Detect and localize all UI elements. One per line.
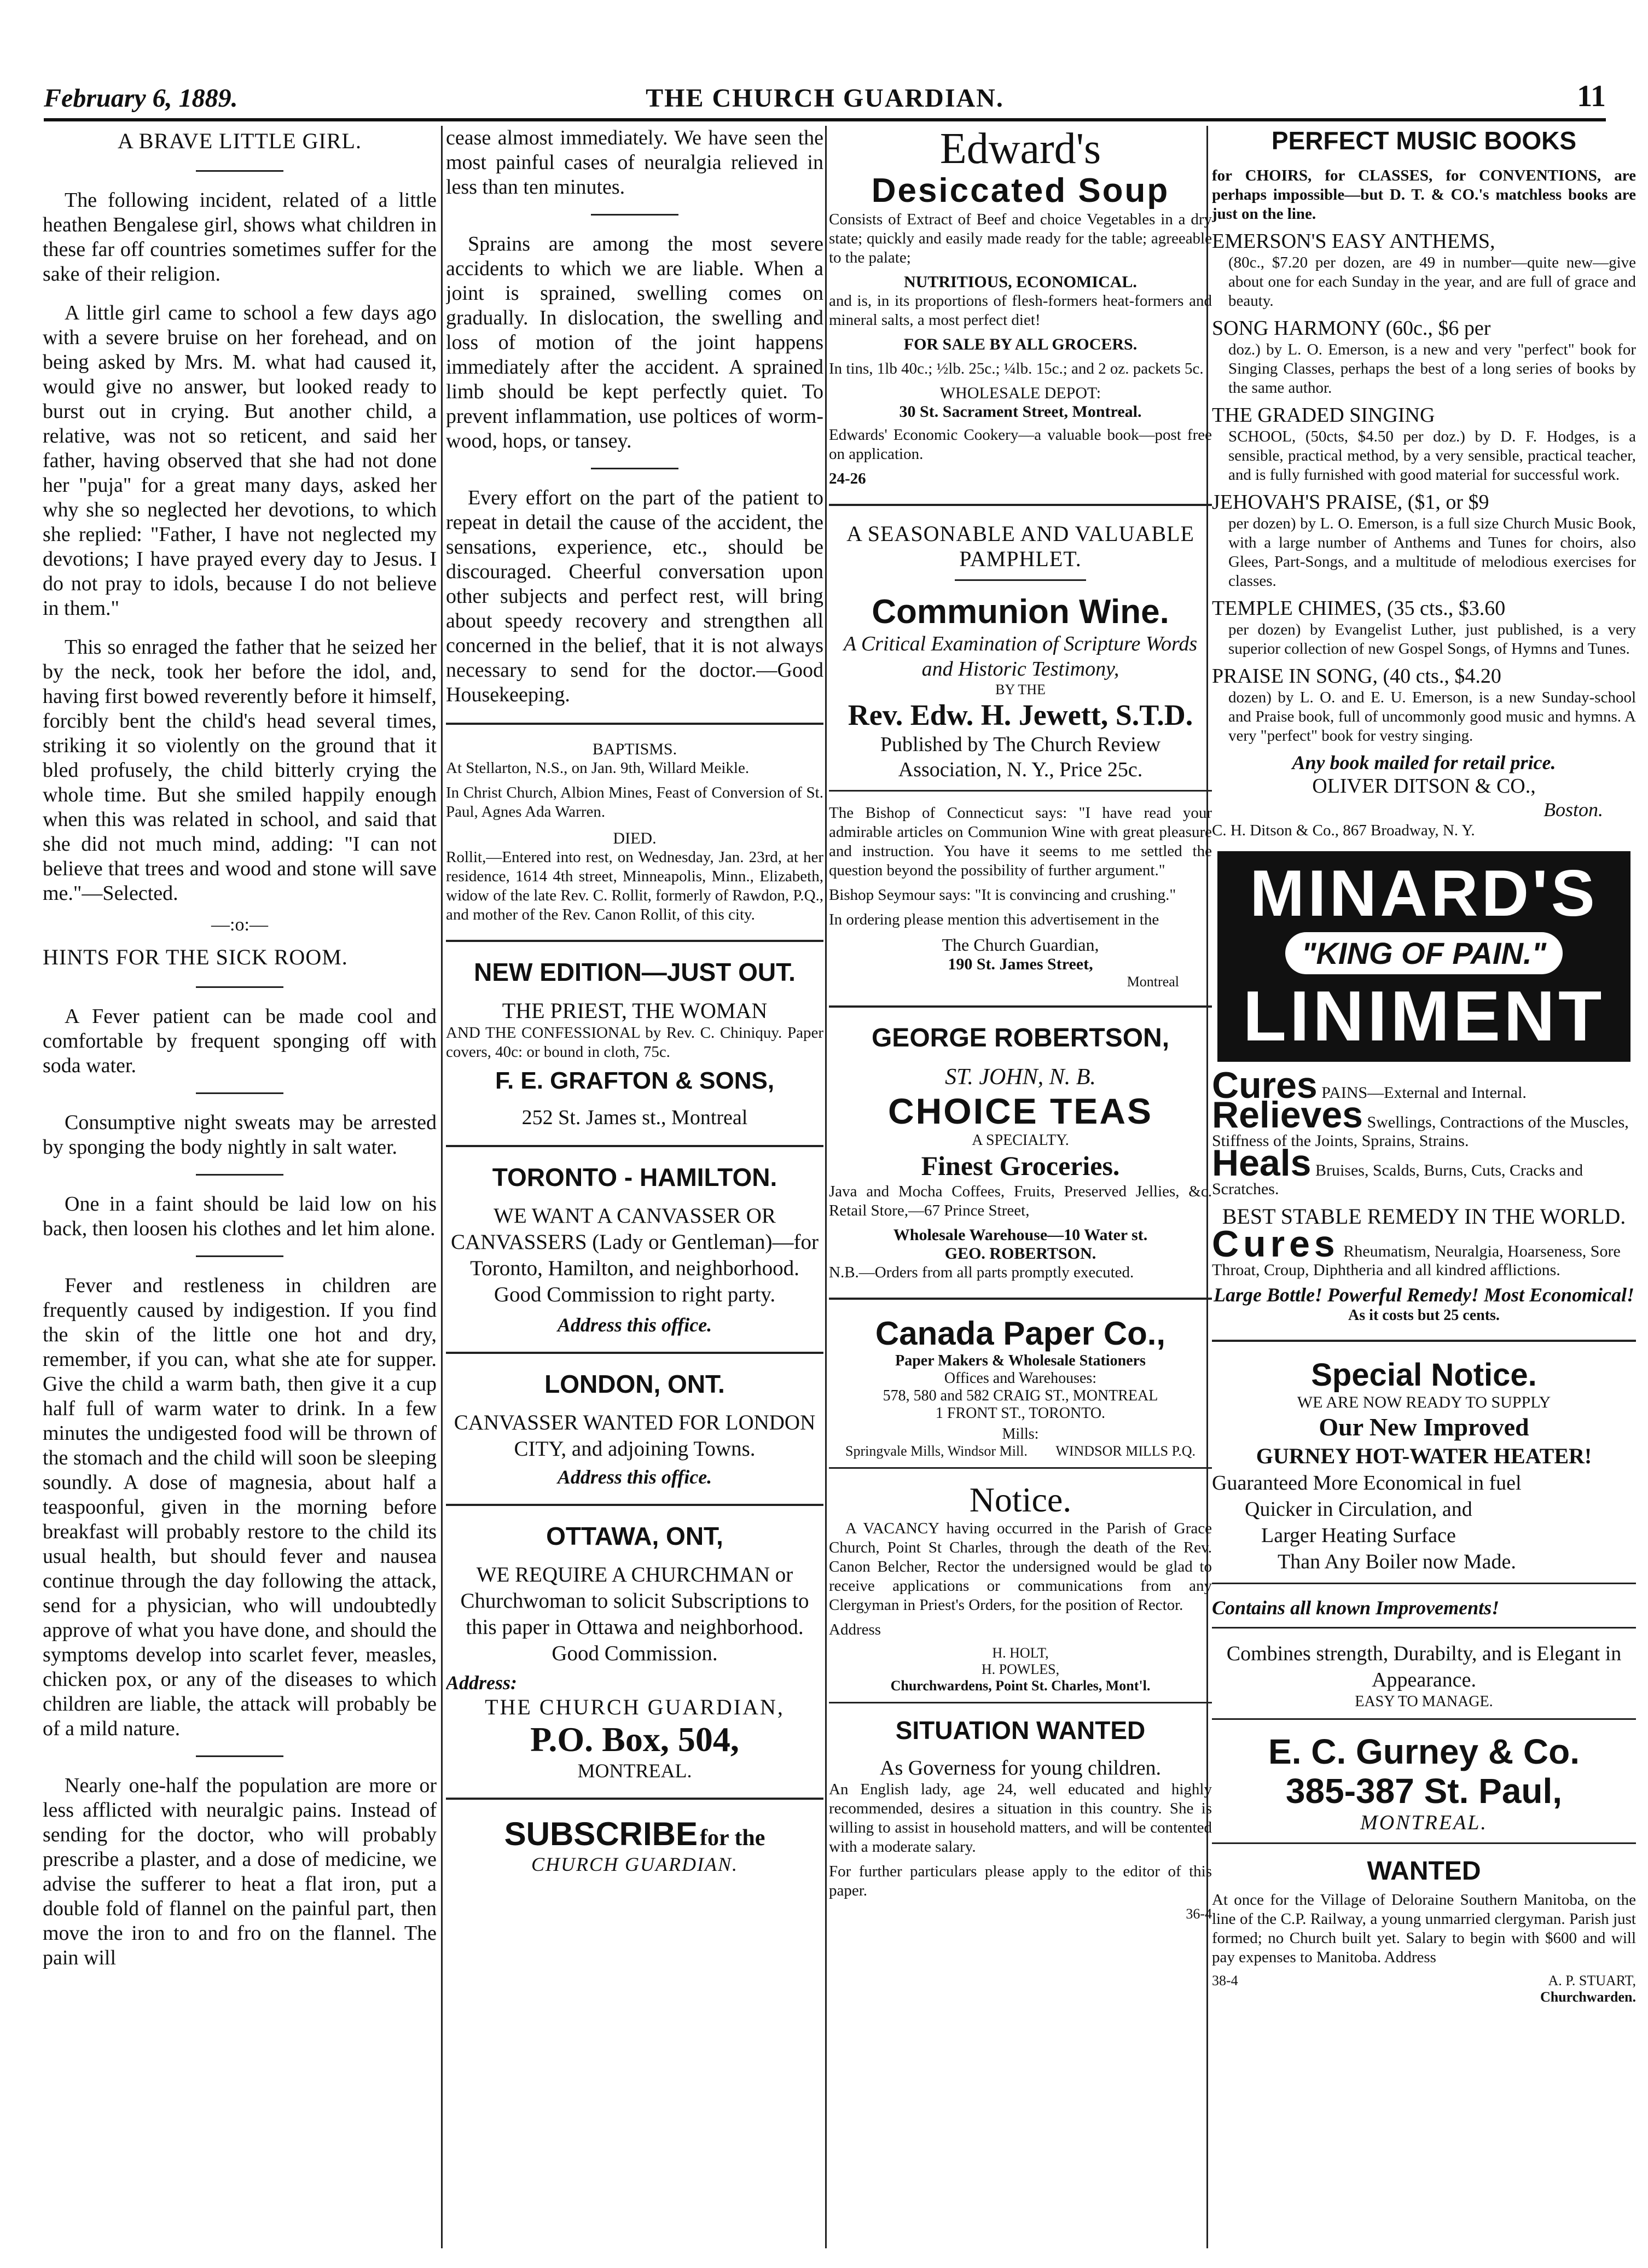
- minards-liniment-banner: [1217, 851, 1630, 1062]
- ad-keyword: Relieves: [1212, 1094, 1363, 1136]
- ad-text: Any book mailed for retail price.: [1292, 752, 1556, 774]
- publisher-name: F. E. GRAFTON & SONS,: [495, 1067, 775, 1094]
- column-divider: [825, 126, 827, 2248]
- ad-city: ST. JOHN, N. B.: [945, 1065, 1096, 1090]
- hint-paragraph: Nearly one-half the population are more or less afflicted with neuralgic pains. Instead of sending for the doctor, who will probably prescribe a plaster, and a dose of medicine, we advise the sufferer to heat a flat iron, put a double fold of flannel on the painful part, then move the iron to and fro on the flannel. The pain will: [43, 1774, 437, 1969]
- ad-address-label: Address:: [446, 1672, 518, 1694]
- section-divider: —:o:—: [211, 915, 268, 935]
- ad-text: In ordering please mention this advertisement in the: [829, 911, 1159, 928]
- ad-text: Mills:: [1002, 1426, 1039, 1443]
- ad-sign: A. P. STUART,: [1548, 1973, 1636, 1988]
- ad-product: GURNEY HOT-WATER HEATER!: [1256, 1444, 1592, 1468]
- company-name: E. C. Gurney & Co.: [1268, 1732, 1580, 1771]
- subscribe-paper: CHURCH GUARDIAN.: [531, 1853, 738, 1875]
- ad-text: Offices and Warehouses:: [944, 1370, 1097, 1387]
- ad-text: A SPECIALTY.: [972, 1132, 1069, 1149]
- ad-title: Canada Paper Co.,: [875, 1315, 1166, 1352]
- ad-subtitle: As Governess for young children.: [880, 1757, 1161, 1779]
- ad-text: WHOLESALE DEPOT:: [939, 384, 1101, 402]
- ad-title: Finest Groceries.: [921, 1150, 1120, 1181]
- ad-text: AND THE CONFESSIONAL by Rev. C. Chiniquy. Paper covers, 40c: or bound in cloth, 75c.: [446, 1024, 823, 1061]
- ad-heading: GEORGE ROBERTSON,: [871, 1023, 1170, 1052]
- ad-heading: NEW EDITION—JUST OUT.: [474, 958, 796, 986]
- ad-text: Than Any Boiler now Made.: [1278, 1550, 1516, 1573]
- ad-address: 30 St. Sacrament Street, Montreal.: [899, 403, 1142, 421]
- page-number: 11: [1577, 79, 1606, 113]
- book-title: TEMPLE CHIMES, (35 cts., $3.60: [1212, 597, 1506, 620]
- divider: [196, 1755, 283, 1757]
- baptism-notice: At Stellarton, N.S., on Jan. 9th, Willard Meikle.: [446, 759, 750, 777]
- divider: [1212, 1718, 1636, 1720]
- ad-text: WE ARE NOW READY TO SUPPLY: [1297, 1393, 1551, 1411]
- divider: [446, 723, 823, 725]
- banner-slogan: "KING OF PAIN.": [1285, 932, 1563, 974]
- article-paragraph: cease almost immediately. We have seen the most painful cases of neuralgia relieved in less than ten minutes.: [446, 126, 823, 199]
- ad-text: THE PRIEST, THE WOMAN: [502, 998, 768, 1023]
- ad-heading: PERFECT MUSIC BOOKS: [1271, 126, 1577, 155]
- divider: [1212, 1627, 1636, 1629]
- ad-text: At once for the Village of Deloraine Southern Manitoba, on the line of the C.P. Railway, a young unmarried clergyman. Parish just formed; no Church built yet. Salary to begin with $600 and will pay expenses to Manitoba. Address: [1212, 1891, 1636, 1966]
- ad-sign: Churchwarden.: [1540, 1989, 1636, 2005]
- ad-text: PAINS—External and Internal.: [1321, 1084, 1527, 1102]
- ad-subtitle: Our New Improved: [1319, 1413, 1529, 1441]
- notice-title: Notice.: [969, 1480, 1072, 1519]
- book-title: THE GRADED SINGING: [1212, 404, 1435, 427]
- ad-text: Larger Heating Surface: [1261, 1524, 1456, 1547]
- page-header: [44, 79, 1606, 121]
- ad-title: Communion Wine.: [872, 593, 1169, 631]
- hint-paragraph: Consumptive night sweats may be arrested by sponging the body nightly in salt water.: [43, 1111, 437, 1159]
- notice-signature: H. POWLES,: [981, 1661, 1060, 1677]
- divider: [829, 504, 1212, 506]
- hint-paragraph: Fever and restleness in children are frequently caused by indigestion. If you find the skin of the little one hot and dry, remember, if you can, what she ate for supper. Give the child a warm bath, then give it a cup half full of warm water to drink. In a few minutes the undigested food will be thrown of the stomach and the child will soon be sleeping soundly. A dose of magnesia, about half a teaspoonful, given in the morning before breakfast will probably restore to the child its usual health, but should fever and nausea continue through the day following the attack, send for a physician, who will undoubtedly approve of what you have done, and should the symptoms develop into scarlet fever, measles, chicken pox, or any of the diseases to which children are liable, the attack will probably be of a mild nature.: [43, 1274, 437, 1740]
- ad-text: An English lady, age 24, well educated and highly recommended, desires a situation in this country. She is willing to assist in household matters, and will be contented with a moderate salary.: [829, 1781, 1212, 1856]
- article-title: A BRAVE LITTLE GIRL.: [118, 129, 362, 153]
- ad-sign: GEO. ROBERTSON.: [944, 1245, 1096, 1263]
- baptisms-heading: BAPTISMS.: [592, 740, 677, 758]
- ad-text: Quicker in Circulation, and: [1245, 1498, 1472, 1521]
- issue-date: February 6, 1889.: [44, 84, 238, 113]
- ad-text: Bruises, Scalds, Burns, Cuts, Cracks and Scratches.: [1212, 1161, 1583, 1198]
- divider: [829, 1702, 1212, 1703]
- ad-address: 1 FRONT ST., TORONTO.: [935, 1405, 1106, 1422]
- company-address: 385-387 St. Paul,: [1285, 1771, 1563, 1811]
- ad-text: FOR SALE BY ALL GROCERS.: [903, 335, 1138, 353]
- ad-address: Address this office.: [557, 1314, 712, 1336]
- divider: [1212, 1340, 1636, 1342]
- divider: [955, 579, 1086, 581]
- banner-product: LINIMENT: [1243, 976, 1605, 1056]
- ad-heading: SITUATION WANTED: [895, 1716, 1146, 1744]
- article-paragraph: A little girl came to school a few days ago with a severe bruise on her forehead, and on being asked by Mrs. M. what had caused it, would give no answer, but looked ready to burst out in crying. But another child, a relative, was not so reticent, and said her father, having observed that she had not done her "puja" for a great many days, asked her why she so neglected her devotions, to which she replied: "Father, I have not neglected my devotions; I have prayed every day to Jesus. I do not pray to idols, because I do not believe in them.": [43, 301, 437, 620]
- publisher-address: C. H. Ditson & Co., 867 Broadway, N. Y.: [1212, 822, 1475, 839]
- ad-quote: Bishop Seymour says: "It is convincing and crushing.": [829, 886, 1176, 904]
- ad-text: Edwards' Economic Cookery—a valuable book—post free on application.: [829, 426, 1212, 463]
- divider: [1212, 1583, 1636, 1584]
- ad-paper-name: THE CHURCH GUARDIAN,: [485, 1695, 785, 1719]
- divider: [829, 1298, 1212, 1300]
- ad-subtitle: A Critical Examination of Scripture Words and Historic Testimony,: [843, 632, 1198, 681]
- ad-text: N.B.—Orders from all parts promptly executed.: [829, 1264, 1134, 1281]
- ad-heading: A SEASONABLE AND VALUABLE PAMPHLET.: [846, 521, 1194, 571]
- publisher-name: OLIVER DITSON & CO.,: [1312, 775, 1536, 798]
- ad-heading: LONDON, ONT.: [544, 1370, 725, 1398]
- divider: [196, 170, 283, 172]
- ad-heading: OTTAWA, ONT,: [546, 1522, 723, 1550]
- column-divider: [441, 126, 443, 2248]
- ad-text: EASY TO MANAGE.: [1355, 1693, 1493, 1710]
- book-desc: per dozen) by Evangelist Luther, just published, is a very superior collection of new Gospel Songs, of Hymns and Tunes.: [1228, 621, 1636, 658]
- ad-text: Swellings, Contractions of the Muscles, Stiffness of the Joints, Sprains, Strains.: [1212, 1113, 1629, 1150]
- subscribe-heading: SUBSCRIBE: [504, 1816, 698, 1852]
- ad-text: For further particulars please apply to the editor of this paper.: [829, 1863, 1212, 1899]
- ad-heading: TORONTO - HAMILTON.: [492, 1163, 777, 1191]
- column-1: [43, 126, 437, 2248]
- book-desc: doz.) by L. O. Emerson, is a new and very "perfect" book for Singing Classes, perhaps the best of a long series of books by the same author.: [1228, 341, 1636, 397]
- ad-paper-name: The Church Guardian,: [942, 935, 1099, 955]
- ad-text: WE WANT A CANVASSER OR CANVASSERS (Lady or Gentleman)—for Toronto, Hamilton, and neighborhood. Good Commission to right party.: [451, 1204, 819, 1306]
- book-desc: (80c., $7.20 per dozen, are 49 in number—quite new—give about one for each Sunday in the year, and are full of grace and beauty.: [1228, 254, 1636, 310]
- book-title: JEHOVAH'S PRAISE, ($1, or $9: [1212, 491, 1489, 514]
- ad-text: Combines strength, Durabilty, and is Elegant in Appearance.: [1226, 1642, 1622, 1691]
- ad-number: 38-4: [1212, 1973, 1238, 1988]
- banner-brand: MINARD'S: [1250, 857, 1598, 930]
- book-title: PRAISE IN SONG, (40 cts., $4.20: [1212, 665, 1501, 688]
- ad-title: CHOICE TEAS: [887, 1091, 1153, 1131]
- divider: [196, 986, 283, 988]
- ad-text: Published by The Church Review Association, N. Y., Price 25c.: [880, 733, 1161, 781]
- divider: [446, 1798, 823, 1800]
- divider: [829, 790, 1212, 792]
- death-notice: Rollit,—Entered into rest, on Wednesday, Jan. 23rd, at her residence, 1614 4th street, Minneapolis, Minn., Elizabeth, widow of the late Rev. C. Rollit, formerly of Rawdon, P.Q., and mother of the Rev. Canon Rollit, of this city.: [446, 848, 823, 923]
- ad-keyword: Cures: [1212, 1065, 1318, 1106]
- divider: [196, 1174, 283, 1176]
- ad-address: Address this office.: [557, 1466, 712, 1488]
- column-2: [446, 126, 823, 2248]
- ad-number: 24-26: [829, 470, 866, 487]
- ad-slogan: BEST STABLE REMEDY IN THE WORLD.: [1222, 1204, 1626, 1229]
- divider: [196, 1092, 283, 1094]
- ad-text: CANVASSER WANTED FOR LONDON CITY, and adjoining Towns.: [454, 1411, 816, 1461]
- died-heading: DIED.: [613, 829, 657, 847]
- mill-name: Springvale Mills, Windsor Mill.: [845, 1443, 1028, 1459]
- notice-signature: H. HOLT,: [992, 1645, 1049, 1661]
- divider: [446, 1145, 823, 1147]
- divider: [446, 940, 823, 942]
- article-title: HINTS FOR THE SICK ROOM.: [43, 945, 348, 969]
- notice-text: A VACANCY having occurred in the Parish of Grace Church, Point St Charles, through the death of the Rev. Canon Belcher, Rector the undersigned would be glad to receive applications or communications from any Clergyman in Priest's Orders, for the position of Rector.: [829, 1520, 1212, 1614]
- ad-text: Contains all known Improvements!: [1212, 1597, 1500, 1619]
- notice-address: Address: [829, 1621, 881, 1638]
- column-4: [1212, 126, 1636, 2248]
- company-city: MONTREAL.: [1360, 1811, 1488, 1834]
- article-paragraph: The following incident, related of a little heathen Bengalese girl, shows what children in these far off countries sometimes suffer for the sake of their religion.: [43, 189, 437, 286]
- ad-city: MONTREAL.: [577, 1760, 692, 1782]
- ad-quote: The Bishop of Connecticut says: "I have read your admirable articles on Communion Wine with great pleasure and instruction. You have it seems to me settled the question beyond the possibility of further argument.": [829, 804, 1212, 879]
- ad-slogan: Large Bottle! Powerful Remedy! Most Economical!: [1214, 1284, 1634, 1306]
- article-paragraph: This so enraged the father that he seized her by the neck, took her before the idol, and, having first bowed reverently before it himself, forcibly bent the child's head several times, striking it so violently on the ground that it bled profusely, the child bitterly crying the whole time. But she smiled happily enough when this was related in school, and said that she did not much mind, adding: "I can not believe that trees and wood and stone will save me."—Selected.: [43, 636, 437, 905]
- ad-keyword: Heals: [1212, 1142, 1312, 1184]
- divider: [446, 1352, 823, 1354]
- publisher-city: Boston.: [1543, 799, 1603, 821]
- ad-number: 36-4: [1186, 1906, 1212, 1922]
- book-title: EMERSON'S EASY ANTHEMS,: [1212, 230, 1495, 253]
- ad-by: BY THE: [995, 682, 1046, 697]
- ad-text: and is, in its proportions of flesh-formers heat-formers and mineral salts, a most perfect diet!: [829, 292, 1212, 329]
- ad-heading: WANTED: [1367, 1857, 1481, 1886]
- column-3: [829, 126, 1212, 2248]
- ad-price: As it costs but 25 cents.: [1348, 1307, 1500, 1324]
- ad-author: Rev. Edw. H. Jewett, S.T.D.: [848, 699, 1193, 731]
- article-paragraph: Sprains are among the most severe accidents to which we are liable. When a joint is sprained, swelling comes on gradually. In dislocation, the swelling and loss of motion of the joint happens immediately after the accident. A sprained limb should be kept perfectly quiet. To prevent inflammation, use poltices of worm-wood, hops, or tansey.: [446, 232, 823, 452]
- ad-title: Desiccated Soup: [871, 172, 1170, 210]
- ad-text: In tins, 1lb 40c.; ½lb. 25c.; ¼lb. 15c.; and 2 oz. packets 5c.: [829, 360, 1204, 377]
- book-desc: per dozen) by L. O. Emerson, is a full size Church Music Book, with a large number of Anthems and Tunes for choirs, also Glees, Part-Songs, and a multitude of melodious exercises for classes.: [1228, 515, 1636, 590]
- ad-title: Edward's: [939, 126, 1101, 173]
- article-paragraph: Every effort on the part of the patient to repeat in detail the cause of the accident, the sensations, experience, etc., should be discouraged. Cheerful conversation upon other subjects and perfect rest, will bring about speedy recovery and strengthen all concerned in the belief, that it is not always necessary to send for the doctor.—Good Housekeeping.: [446, 486, 823, 706]
- ad-text: NUTRITIOUS, ECONOMICAL.: [904, 273, 1137, 291]
- ad-text: Consists of Extract of Beef and choice Vegetables in a dry state; quickly and easily made ready for the table; agreeable to the palate;: [829, 211, 1212, 266]
- subscribe-for: for the: [700, 1825, 765, 1851]
- ad-text: Rheumatism, Neuralgia, Hoarseness, Sore Throat, Croup, Diphtheria and all kindred afflictions.: [1212, 1242, 1621, 1279]
- ad-city: Montreal: [1127, 974, 1179, 990]
- ad-subtitle: Paper Makers & Wholesale Stationers: [895, 1352, 1146, 1369]
- ad-po-box: P.O. Box, 504,: [530, 1720, 739, 1759]
- baptism-notice: In Christ Church, Albion Mines, Feast of Conversion of St. Paul, Agnes Ada Warren.: [446, 784, 823, 821]
- book-desc: dozen) by L. O. and E. U. Emerson, is a new Sunday-school and Praise book, full of uncommonly good music and hymns. A very "perfect" book for vestry singing.: [1228, 689, 1636, 745]
- divider: [196, 1255, 283, 1257]
- divider: [829, 1467, 1212, 1469]
- ad-text: WE REQUIRE A CHURCHMAN or Churchwoman to solicit Subscriptions to this paper in Ottawa and neighborhood. Good Commission.: [460, 1563, 809, 1665]
- ad-keyword: Cures: [1212, 1223, 1339, 1265]
- divider: [1212, 1842, 1636, 1844]
- ad-title: Special Notice.: [1311, 1357, 1537, 1393]
- book-title: SONG HARMONY (60c., $6 per: [1212, 317, 1491, 340]
- divider: [591, 214, 678, 216]
- hint-paragraph: A Fever patient can be made cool and comfortable by frequent sponging off with soda water.: [43, 1005, 437, 1077]
- newspaper-title: THE CHURCH GUARDIAN.: [646, 84, 1004, 113]
- publisher-address: 252 St. James st., Montreal: [521, 1106, 748, 1129]
- mill-name: WINDSOR MILLS P.Q.: [1055, 1443, 1196, 1459]
- ad-address: 190 St. James Street,: [948, 955, 1093, 973]
- hint-paragraph: One in a faint should be laid low on his back, then loosen his clothes and let him alone.: [43, 1193, 437, 1240]
- ad-address: 578, 580 and 582 CRAIG ST., MONTREAL: [883, 1387, 1158, 1404]
- divider: [446, 1504, 823, 1506]
- ad-text: Wholesale Warehouse—10 Water st.: [893, 1226, 1148, 1244]
- ad-text: Guaranteed More Economical in fuel: [1212, 1472, 1522, 1494]
- notice-signature: Churchwardens, Point St. Charles, Mont'l.: [890, 1678, 1151, 1694]
- divider: [591, 468, 678, 469]
- ad-text: Java and Mocha Coffees, Fruits, Preserved Jellies, &c. Retail Store,—67 Prince Street,: [829, 1183, 1212, 1219]
- book-desc: SCHOOL, (50cts, $4.50 per doz.) by D. F. Hodges, is a sensible, practical method, by a very sensible, practical teacher, and is fully furnished with good material for successful work.: [1228, 428, 1636, 484]
- divider: [829, 1005, 1212, 1008]
- ad-text: for CHOIRS, for CLASSES, for CONVENTIONS, are perhaps impossible—but D. T. & CO.'s matchless books are just on the line.: [1212, 167, 1636, 223]
